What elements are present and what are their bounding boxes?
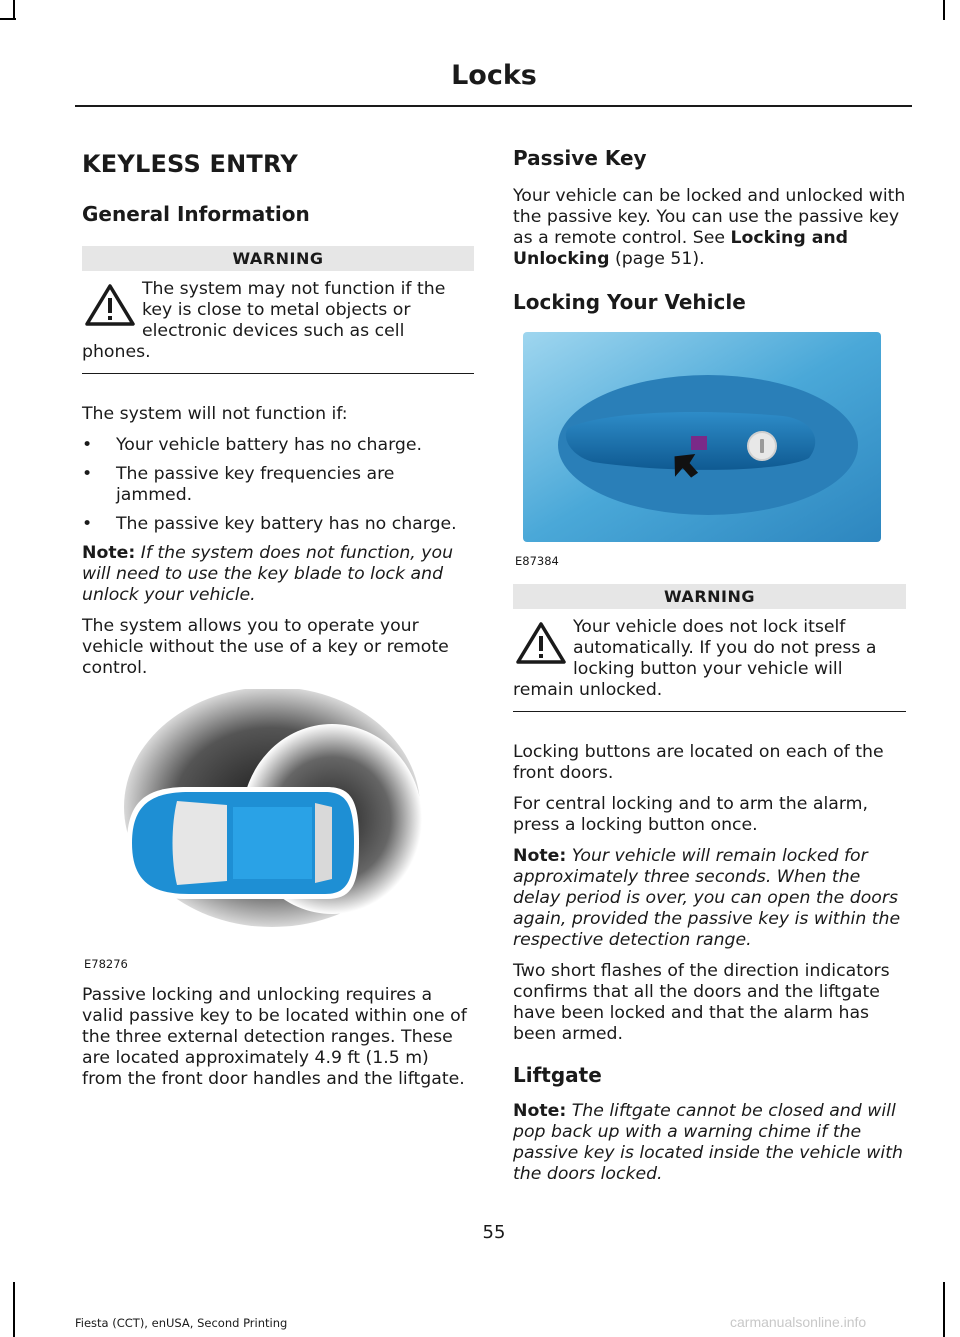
watermark-text: carmanualsonline.info <box>730 1314 867 1330</box>
footer-text: Fiesta (CCT), enUSA, Second Printing <box>75 1316 288 1330</box>
paragraph-allows: The system allows you to operate your vehicle without the use of a key or remote control. <box>82 616 449 678</box>
note-text: If the system does not function, you will need to use the key blade to lock and unlock your vehicle. <box>82 543 454 605</box>
page-header-title: Locks <box>451 60 537 91</box>
figure-detection-ranges <box>82 689 474 971</box>
warning-body <box>513 609 906 712</box>
section-title: KEYLESS ENTRY <box>82 150 298 178</box>
crop-mark-top-left <box>13 0 15 20</box>
crop-mark-top-right <box>943 0 945 20</box>
left-column <box>82 140 474 1100</box>
intro-text: The system will not function if: <box>82 404 348 424</box>
list-item-text: Your vehicle battery has no charge. <box>116 435 422 455</box>
bullet-icon: • <box>82 514 93 534</box>
list-item-text: The passive key battery has no charge. <box>116 514 457 534</box>
list-item <box>82 435 474 456</box>
warning-text: Your vehicle does not lock itself automatically. If you do not press a locking button your vehicle will remain unlocked. <box>513 617 877 700</box>
figure-door-handle <box>513 330 906 570</box>
note-paragraph <box>82 543 474 606</box>
list-item <box>82 514 474 535</box>
warning-label: WARNING <box>82 246 474 271</box>
crop-mark-bottom-right <box>943 1282 945 1337</box>
car-detection-range-image <box>82 689 474 971</box>
figure-code: E78276 <box>84 957 128 971</box>
paragraph-passive: Passive locking and unlocking requires a valid passive key to be located within one of the three external detection ranges. These are located approximately 4.9 ft (1.5 m) from the front door handles and the liftgate. <box>82 985 467 1089</box>
liftgate-title: Liftgate <box>513 1063 602 1087</box>
list-item <box>82 464 474 506</box>
passive-key-paragraph <box>513 186 906 270</box>
warning-box-2 <box>513 584 906 712</box>
warning-body <box>82 271 474 374</box>
header-rule <box>75 105 912 107</box>
warning-box-1 <box>82 246 474 374</box>
note-paragraph <box>513 1101 906 1185</box>
figure-code: E87384 <box>515 554 559 568</box>
page-reference: (page 51). <box>609 249 705 269</box>
note-label: Note: <box>513 1101 567 1121</box>
crop-mark-top-left-h <box>0 18 16 20</box>
locking-unlocking-link[interactable]: Locking and Unlocking <box>513 228 849 269</box>
locking-title: Locking Your Vehicle <box>513 290 746 314</box>
note-label: Note: <box>513 846 567 866</box>
note-text: Your vehicle will remain locked for approximately three seconds. When the delay period is over, you can open the doors again, provided the passive key is within the respective detection range. <box>513 846 901 950</box>
warning-label: WARNING <box>513 584 906 609</box>
bullet-icon: • <box>82 464 93 484</box>
note-paragraph <box>513 846 906 951</box>
paragraph-buttons: Locking buttons are located on each of the front doors. <box>513 742 884 783</box>
page-number: 55 <box>482 1222 506 1243</box>
warning-triangle-icon <box>84 283 136 327</box>
passive-key-text: Your vehicle can be locked and unlocked with the passive key. You can use the passive key as a remote control. See <box>513 186 906 248</box>
subsection-title: General Information <box>82 202 310 226</box>
right-column <box>513 140 906 1195</box>
note-label: Note: <box>82 543 136 563</box>
list-item-text: The passive key frequencies are jammed. <box>116 464 395 505</box>
warning-triangle-icon <box>515 621 567 665</box>
paragraph-central: For central locking and to arm the alarm, press a locking button once. <box>513 794 868 835</box>
note-text: The liftgate cannot be closed and will pop back up with a warning chime if the passive key is located inside the vehicle with the doors locked. <box>513 1101 903 1184</box>
bullet-icon: • <box>82 435 93 455</box>
paragraph-flashes: Two short flashes of the direction indicators confirms that all the doors and the liftgate have been locked and that the alarm has been armed. <box>513 961 890 1044</box>
crop-mark-bottom-left <box>13 1282 15 1337</box>
warning-text: The system may not function if the key is close to metal objects or electronic devices such as cell phones. <box>82 279 446 362</box>
conditions-list <box>82 435 474 535</box>
door-handle-image <box>513 330 906 570</box>
passive-key-title: Passive Key <box>513 146 647 170</box>
